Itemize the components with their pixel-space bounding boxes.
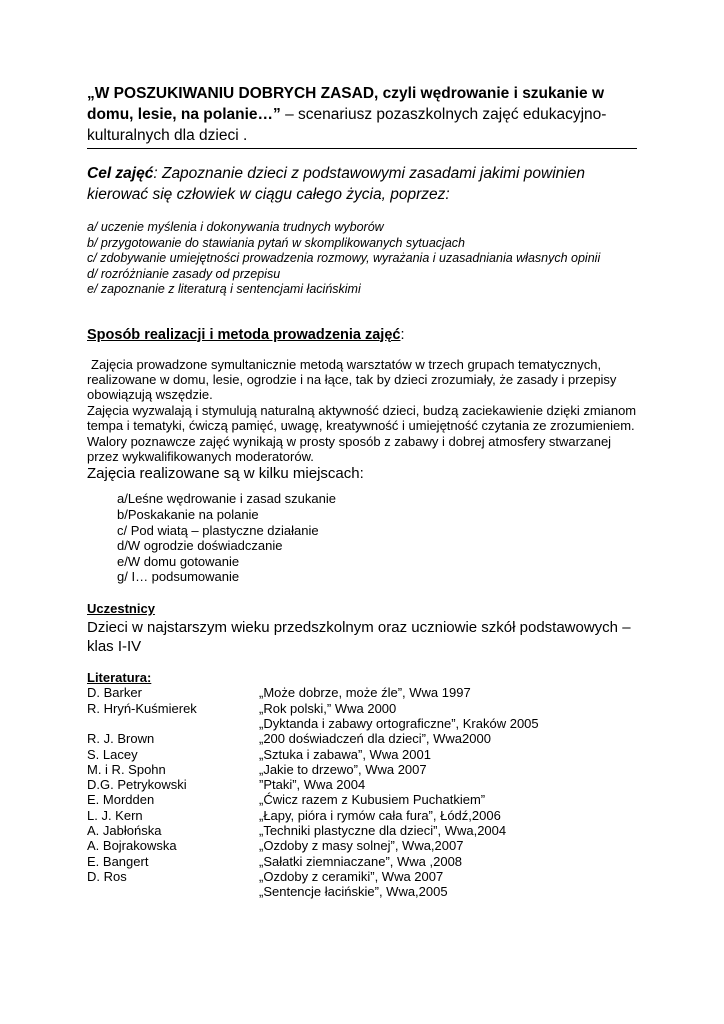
literature-title: „Techniki plastyczne dla dzieci”, Wwa,2004 bbox=[259, 823, 507, 839]
literature-author: M. i R. Spohn bbox=[87, 761, 166, 777]
objective-item: a/ uczenie myślenia i dokonywania trudnych wyborów bbox=[87, 220, 384, 234]
literature-item bbox=[87, 838, 637, 853]
method-paragraph: Zajęcia wyzwalają i stymulują naturalną aktywność dzieci, budzą zaciekawienie dzięki zmianom tempa i tematyki, ćwiczą pamięć, uwagę, kreatywność i umiejętność czytania ze zrozumieniem. bbox=[87, 402, 637, 434]
literature-title: „Może dobrze, może źle”, Wwa 1997 bbox=[259, 685, 471, 701]
place-item: a/Leśne wędrowanie i zasad szukanie bbox=[117, 491, 336, 507]
literature-item bbox=[87, 716, 637, 731]
literature-item bbox=[87, 869, 637, 884]
document-title-rest: – scenariusz pozaszkolnych zajęć edukacyjno-kulturalnych dla dzieci . bbox=[87, 106, 607, 144]
literature-heading: Literatura: bbox=[87, 669, 152, 685]
literature-author: S. Lacey bbox=[87, 746, 138, 762]
literature-title: ”Ptaki”, Wwa 2004 bbox=[259, 777, 366, 793]
goal-paragraph bbox=[87, 163, 637, 205]
literature-item bbox=[87, 792, 637, 807]
literature-item bbox=[87, 777, 637, 792]
literature-author: E. Mordden bbox=[87, 792, 155, 808]
place-item: e/W domu gotowanie bbox=[117, 553, 240, 569]
literature-title: „Sztuka i zabawa”, Wwa 2001 bbox=[259, 746, 431, 762]
literature-author: A. Jabłońska bbox=[87, 823, 162, 839]
participants-heading: Uczestnicy bbox=[87, 600, 155, 616]
literature-item bbox=[87, 731, 637, 746]
literature-author: D.G. Petrykowski bbox=[87, 777, 187, 793]
literature-author: D. Ros bbox=[87, 868, 127, 884]
literature-title: „Ozdoby z ceramiki”, Wwa 2007 bbox=[259, 868, 444, 884]
place-item: g/ I… podsumowanie bbox=[117, 569, 240, 585]
literature-item bbox=[87, 762, 637, 777]
method-heading bbox=[87, 326, 637, 345]
literature-title: „Ozdoby z masy solnej”, Wwa,2007 bbox=[259, 838, 464, 854]
literature-item bbox=[87, 854, 637, 869]
method-heading-text: Sposób realizacji i metoda prowadzenia zajęć bbox=[87, 326, 401, 343]
literature-item bbox=[87, 701, 637, 716]
literature-title: „Jakie to drzewo”, Wwa 2007 bbox=[259, 761, 427, 777]
place-item: b/Poskakanie na polanie bbox=[117, 506, 259, 522]
document-page bbox=[87, 83, 637, 900]
literature-author bbox=[87, 716, 259, 731]
literature-author: L. J. Kern bbox=[87, 807, 143, 823]
participants-text: Dzieci w najstarszym wieku przedszkolnym oraz uczniowie szkół podstawowych – klas I-IV bbox=[87, 618, 631, 655]
literature-author: D. Barker bbox=[87, 685, 142, 701]
goal-label: Cel zajęć bbox=[87, 165, 154, 182]
literature-title: „200 doświadczeń dla dzieci”, Wwa2000 bbox=[259, 731, 491, 747]
method-heading-colon: : bbox=[400, 326, 405, 343]
literature-title: „Dyktanda i zabawy ortograficzne”, Kraków 2005 bbox=[259, 716, 539, 731]
objective-item: d/ rozróżnianie zasady od przepisu bbox=[87, 266, 281, 281]
literature-title: „Sałatki ziemniaczane”, Wwa ,2008 bbox=[259, 853, 463, 869]
literature-title: „Łapy, pióra i rymów cała fura”, Łódź,2006 bbox=[259, 807, 501, 823]
literature-author: R. Hryń-Kuśmierek bbox=[87, 700, 197, 716]
literature-item bbox=[87, 808, 637, 823]
method-paragraph: Zajęcia prowadzone symultanicznie metodą warsztatów w trzech grupach tematycznych, realizowane w domu, lesie, ogrodzie i na łące, tak by dzieci zrozumiały, że zasady i przepisy obowiązują wszędzie. bbox=[87, 356, 617, 403]
literature-author: R. J. Brown bbox=[87, 731, 155, 747]
objectives-list bbox=[87, 220, 637, 298]
document-title-bold: „W POSZUKIWANIU DOBRYCH ZASAD, czyli wędrowanie i szukanie w domu, lesie, na polanie…” bbox=[87, 85, 605, 123]
objective-item: e/ zapoznanie z literaturą i sentencjami łacińskimi bbox=[87, 282, 361, 296]
literature-item bbox=[87, 884, 637, 899]
places-list bbox=[117, 491, 637, 585]
document-title bbox=[87, 83, 637, 149]
literature-author: E. Bangert bbox=[87, 853, 149, 869]
literature-author: A. Bojrakowska bbox=[87, 838, 177, 854]
objective-item: c/ zdobywanie umiejętności prowadzenia rozmowy, wyrażania i uzasadniania własnych opinii bbox=[87, 251, 601, 265]
literature-item bbox=[87, 823, 637, 838]
method-paragraph: Walory poznawcze zajęć wynikają w prosty sposób z zabawy i dobrej atmosfery stwarzanej przez wykwalifikowanych moderatorów. bbox=[87, 433, 612, 464]
places-intro: Zajęcia realizowane są w kilku miejscach: bbox=[87, 465, 364, 483]
literature-list bbox=[87, 685, 637, 899]
literature-title: „Ćwicz razem z Kubusiem Puchatkiem” bbox=[259, 792, 486, 808]
literature-item bbox=[87, 685, 637, 700]
literature-title: „Sentencje łacińskie”, Wwa,2005 bbox=[259, 884, 448, 900]
literature-author bbox=[87, 884, 259, 899]
literature-title: „Rok polski,” Wwa 2000 bbox=[259, 700, 397, 716]
goal-text: : Zapoznanie dzieci z podstawowymi zasadami jakimi powinien kierować się człowiek w ciągu całego życia, poprzez: bbox=[87, 165, 585, 203]
place-item: c/ Pod wiatą – plastyczne działanie bbox=[117, 522, 319, 538]
place-item: d/W ogrodzie doświadczanie bbox=[117, 538, 283, 554]
objective-item: b/ przygotowanie do stawiania pytań w skomplikowanych sytuacjach bbox=[87, 235, 465, 250]
literature-item bbox=[87, 747, 637, 762]
